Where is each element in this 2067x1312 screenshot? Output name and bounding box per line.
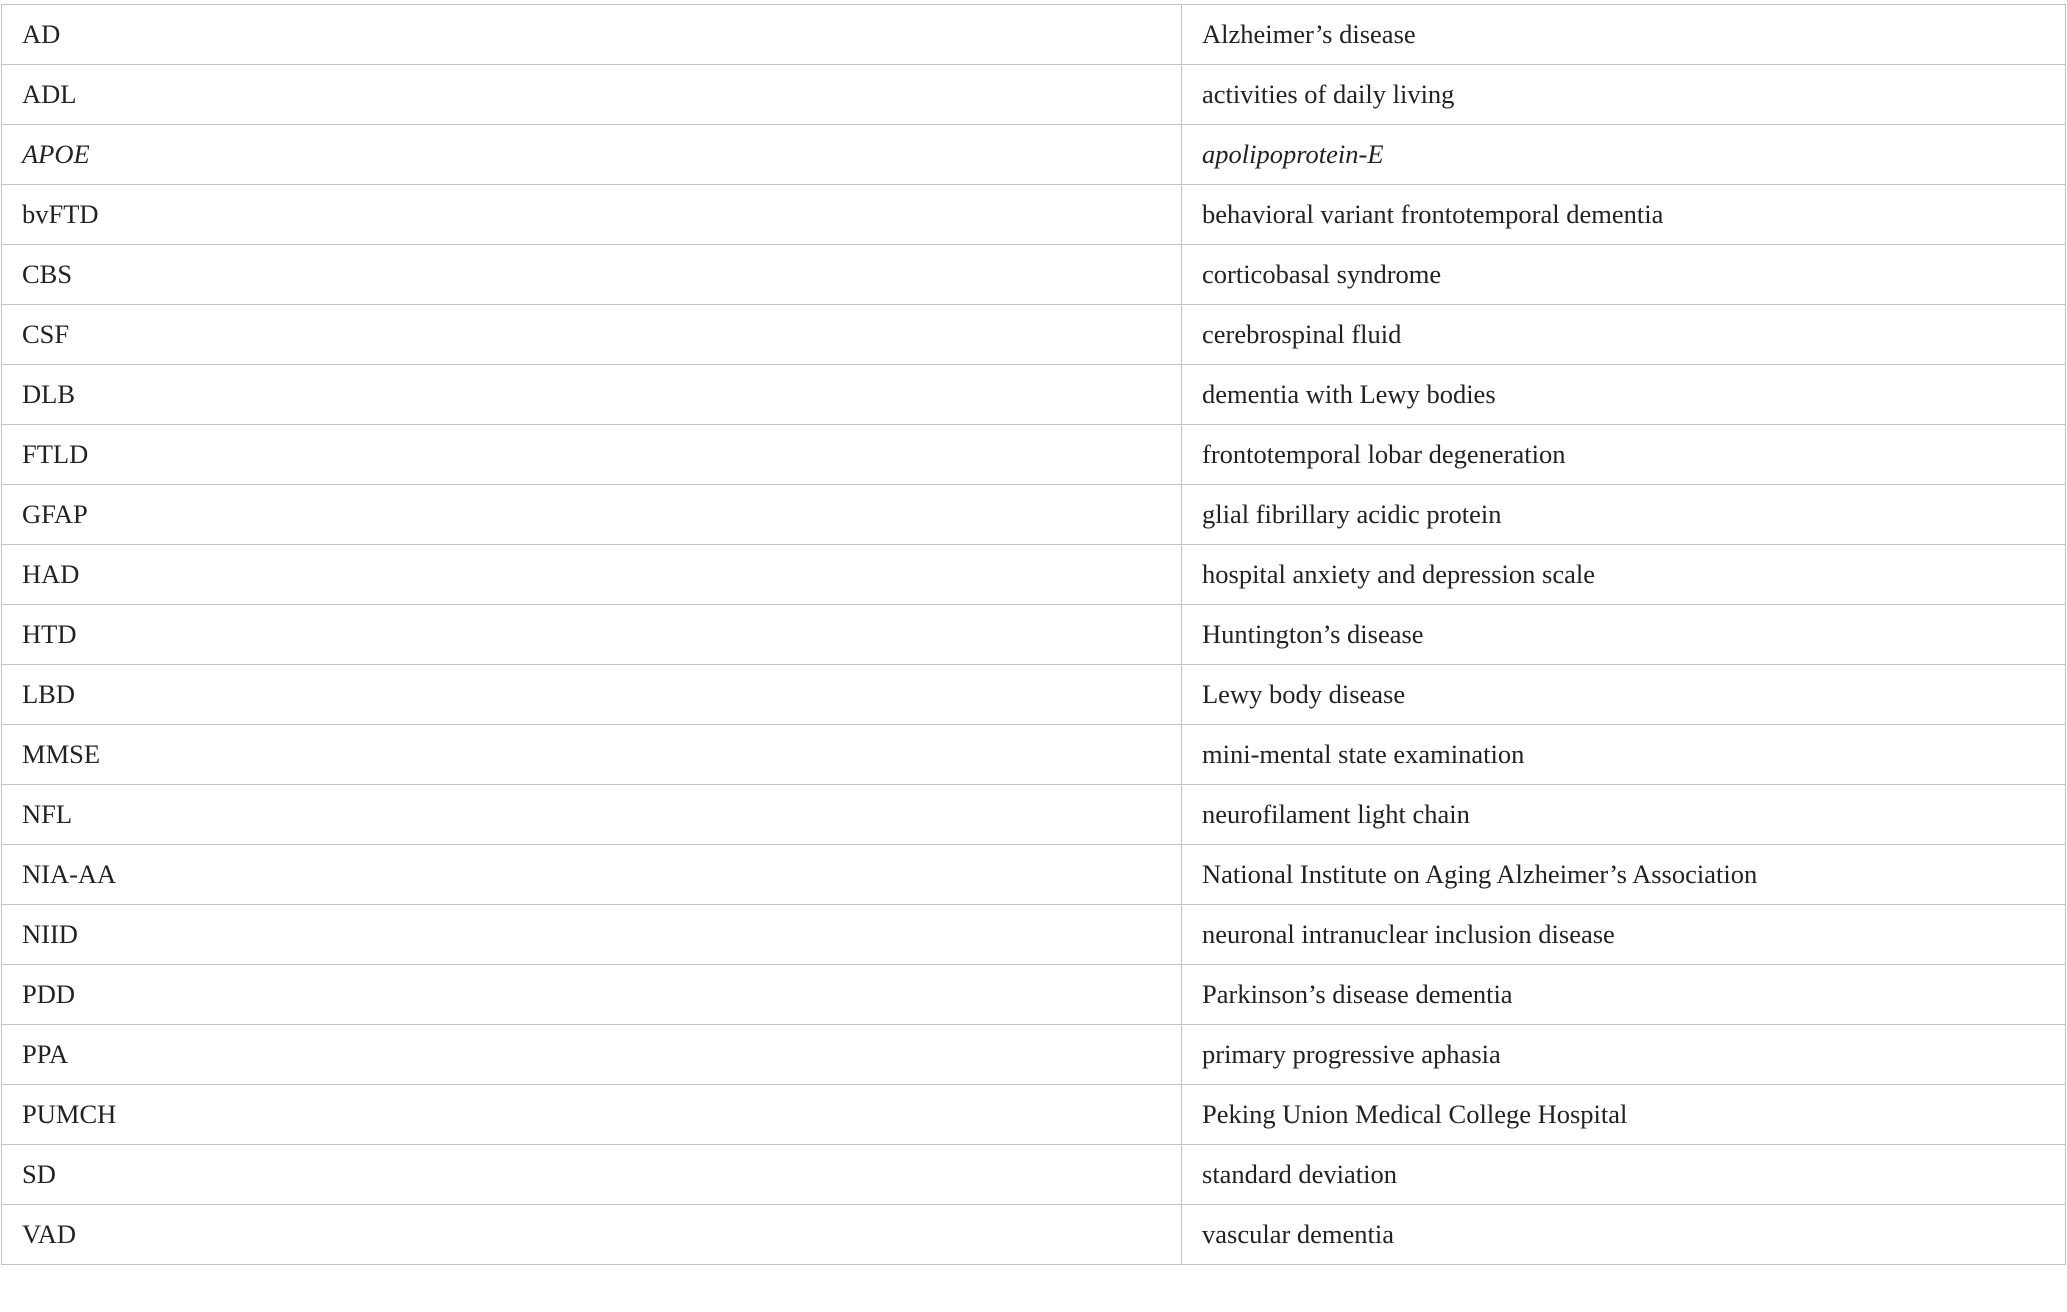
definition-cell: Parkinson’s disease dementia — [1182, 965, 2066, 1025]
definition-cell: cerebrospinal fluid — [1182, 305, 2066, 365]
abbreviation-cell: ADL — [2, 65, 1182, 125]
table-row — [2, 845, 2066, 905]
table-row — [2, 1025, 2066, 1085]
definition-cell: apolipoprotein-E — [1182, 125, 2066, 185]
abbreviation-cell: NFL — [2, 785, 1182, 845]
definition-cell: frontotemporal lobar degeneration — [1182, 425, 2066, 485]
definition-cell: primary progressive aphasia — [1182, 1025, 2066, 1085]
definition-cell: standard deviation — [1182, 1145, 2066, 1205]
definition-cell: hospital anxiety and depression scale — [1182, 545, 2066, 605]
definition-cell: neuronal intranuclear inclusion disease — [1182, 905, 2066, 965]
abbreviation-cell: SD — [2, 1145, 1182, 1205]
definition-cell: neurofilament light chain — [1182, 785, 2066, 845]
table-row — [2, 365, 2066, 425]
table-row — [2, 1145, 2066, 1205]
table-row — [2, 725, 2066, 785]
abbreviation-cell: NIA-AA — [2, 845, 1182, 905]
abbreviation-cell: NIID — [2, 905, 1182, 965]
abbreviation-cell: PPA — [2, 1025, 1182, 1085]
abbreviation-cell: APOE — [2, 125, 1182, 185]
table-row — [2, 785, 2066, 845]
definition-cell: Huntington’s disease — [1182, 605, 2066, 665]
table-row — [2, 965, 2066, 1025]
definition-cell: National Institute on Aging Alzheimer’s Association — [1182, 845, 2066, 905]
table-row — [2, 905, 2066, 965]
abbreviation-cell: LBD — [2, 665, 1182, 725]
definition-cell: Peking Union Medical College Hospital — [1182, 1085, 2066, 1145]
abbreviations-table-body — [2, 5, 2066, 1265]
abbreviation-cell: FTLD — [2, 425, 1182, 485]
table-row — [2, 485, 2066, 545]
table-row — [2, 185, 2066, 245]
abbreviations-table — [1, 4, 2066, 1265]
abbreviation-cell: VAD — [2, 1205, 1182, 1265]
abbreviation-cell: HTD — [2, 605, 1182, 665]
abbreviation-cell: PUMCH — [2, 1085, 1182, 1145]
table-row — [2, 605, 2066, 665]
table-row — [2, 665, 2066, 725]
abbreviation-cell: MMSE — [2, 725, 1182, 785]
definition-cell: activities of daily living — [1182, 65, 2066, 125]
abbreviation-cell: HAD — [2, 545, 1182, 605]
table-row — [2, 1085, 2066, 1145]
abbreviation-cell: CSF — [2, 305, 1182, 365]
table-row — [2, 5, 2066, 65]
definition-cell: Lewy body disease — [1182, 665, 2066, 725]
definition-cell: dementia with Lewy bodies — [1182, 365, 2066, 425]
table-row — [2, 545, 2066, 605]
abbreviation-cell: DLB — [2, 365, 1182, 425]
table-row — [2, 425, 2066, 485]
table-row — [2, 125, 2066, 185]
abbreviation-cell: GFAP — [2, 485, 1182, 545]
table-row — [2, 245, 2066, 305]
definition-cell: mini-mental state examination — [1182, 725, 2066, 785]
abbreviation-cell: bvFTD — [2, 185, 1182, 245]
definition-cell: corticobasal syndrome — [1182, 245, 2066, 305]
definition-cell: Alzheimer’s disease — [1182, 5, 2066, 65]
abbreviation-cell: AD — [2, 5, 1182, 65]
abbreviation-cell: PDD — [2, 965, 1182, 1025]
definition-cell: behavioral variant frontotemporal dementia — [1182, 185, 2066, 245]
table-row — [2, 305, 2066, 365]
table-row — [2, 65, 2066, 125]
abbreviation-cell: CBS — [2, 245, 1182, 305]
definition-cell: glial fibrillary acidic protein — [1182, 485, 2066, 545]
definition-cell: vascular dementia — [1182, 1205, 2066, 1265]
table-row — [2, 1205, 2066, 1265]
